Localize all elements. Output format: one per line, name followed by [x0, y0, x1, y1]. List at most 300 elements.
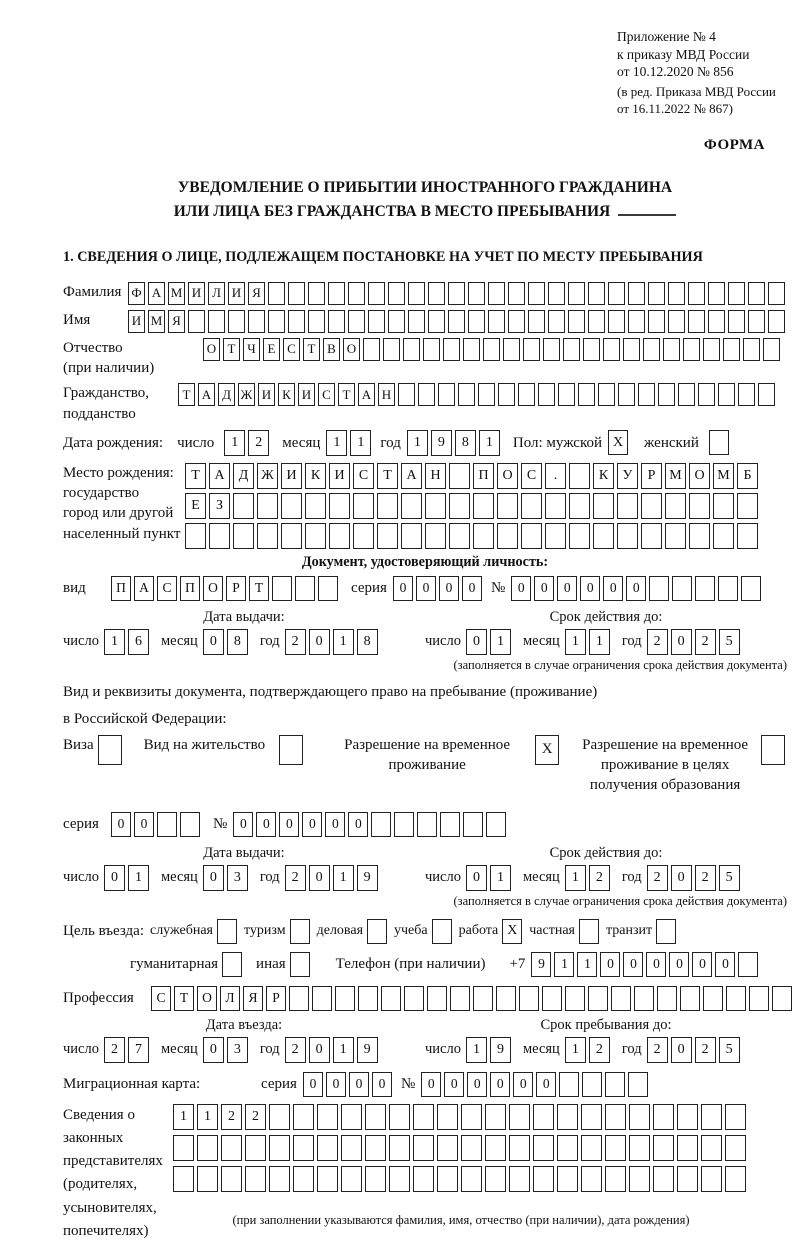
char-box[interactable]: С: [353, 463, 374, 489]
char-box[interactable]: [449, 523, 470, 549]
char-box[interactable]: 1: [554, 952, 574, 977]
char-box[interactable]: [629, 1166, 650, 1192]
char-box[interactable]: [677, 1166, 698, 1192]
char-box[interactable]: 2: [589, 1037, 610, 1063]
purpose-work-checkbox[interactable]: X: [502, 919, 522, 944]
profession-input[interactable]: [151, 986, 795, 1011]
char-box[interactable]: [603, 338, 620, 361]
char-box[interactable]: [698, 383, 715, 406]
char-box[interactable]: 8: [455, 430, 476, 456]
char-box[interactable]: [413, 1166, 434, 1192]
char-box[interactable]: М: [713, 463, 734, 489]
char-box[interactable]: [628, 282, 645, 305]
char-box[interactable]: [598, 383, 615, 406]
option-residence-permit-checkbox[interactable]: [279, 735, 303, 765]
char-box[interactable]: Е: [263, 338, 280, 361]
char-box[interactable]: Р: [641, 463, 662, 489]
char-box[interactable]: 0: [669, 952, 689, 977]
char-box[interactable]: [605, 1072, 625, 1097]
char-box[interactable]: 1: [589, 629, 610, 655]
identity-valid-month[interactable]: [565, 629, 613, 655]
identity-valid-year[interactable]: [647, 629, 743, 655]
char-box[interactable]: 0: [439, 576, 459, 601]
char-box[interactable]: [365, 1166, 386, 1192]
char-box[interactable]: [718, 383, 735, 406]
char-box[interactable]: 0: [309, 865, 330, 891]
sex-female-checkbox[interactable]: [709, 430, 729, 455]
char-box[interactable]: [368, 310, 385, 333]
entry-month[interactable]: [203, 1037, 251, 1063]
purpose-study-checkbox[interactable]: [432, 919, 452, 944]
citizenship-input[interactable]: [178, 383, 778, 406]
char-box[interactable]: [461, 1104, 482, 1130]
char-box[interactable]: [653, 1135, 674, 1161]
char-box[interactable]: 9: [357, 1037, 378, 1063]
char-box[interactable]: 0: [444, 1072, 464, 1097]
char-box[interactable]: Д: [218, 383, 235, 406]
purpose-official-checkbox[interactable]: [217, 919, 237, 944]
char-box[interactable]: Ж: [238, 383, 255, 406]
char-box[interactable]: [563, 338, 580, 361]
char-box[interactable]: [348, 282, 365, 305]
char-box[interactable]: [408, 282, 425, 305]
char-box[interactable]: 0: [416, 576, 436, 601]
char-box[interactable]: [329, 523, 350, 549]
char-box[interactable]: 0: [309, 629, 330, 655]
char-box[interactable]: У: [617, 463, 638, 489]
identity-number-input[interactable]: [511, 576, 764, 601]
char-box[interactable]: [725, 1166, 746, 1192]
patronymic-input[interactable]: [203, 338, 783, 361]
char-box[interactable]: К: [593, 463, 614, 489]
char-box[interactable]: 0: [671, 629, 692, 655]
char-box[interactable]: .: [545, 463, 566, 489]
char-box[interactable]: [389, 1104, 410, 1130]
char-box[interactable]: 1: [333, 1037, 354, 1063]
char-box[interactable]: 2: [647, 865, 668, 891]
char-box[interactable]: 1: [333, 629, 354, 655]
char-box[interactable]: 0: [466, 629, 487, 655]
char-box[interactable]: 9: [531, 952, 551, 977]
char-box[interactable]: [713, 523, 734, 549]
option-temp-residence-checkbox[interactable]: X: [535, 735, 559, 765]
char-box[interactable]: [288, 310, 305, 333]
char-box[interactable]: [403, 338, 420, 361]
char-box[interactable]: 1: [565, 629, 586, 655]
char-box[interactable]: [408, 310, 425, 333]
char-box[interactable]: [695, 576, 715, 601]
char-box[interactable]: [611, 986, 631, 1011]
char-box[interactable]: 0: [134, 812, 154, 837]
char-box[interactable]: [568, 310, 585, 333]
char-box[interactable]: 9: [490, 1037, 511, 1063]
stay-day[interactable]: [466, 1037, 514, 1063]
residence-number-input[interactable]: [233, 812, 509, 837]
char-box[interactable]: [473, 986, 493, 1011]
phone-input[interactable]: [531, 952, 761, 977]
stay-year[interactable]: [647, 1037, 743, 1063]
char-box[interactable]: 5: [719, 629, 740, 655]
char-box[interactable]: 5: [719, 1037, 740, 1063]
char-box[interactable]: 0: [557, 576, 577, 601]
char-box[interactable]: [348, 310, 365, 333]
char-box[interactable]: И: [228, 282, 245, 305]
char-box[interactable]: [185, 523, 206, 549]
char-box[interactable]: [749, 986, 769, 1011]
char-box[interactable]: [448, 282, 465, 305]
char-box[interactable]: О: [203, 576, 223, 601]
char-box[interactable]: [180, 812, 200, 837]
char-box[interactable]: [496, 986, 516, 1011]
identity-issue-month[interactable]: [203, 629, 251, 655]
char-box[interactable]: М: [148, 310, 165, 333]
char-box[interactable]: [404, 986, 424, 1011]
char-box[interactable]: [208, 310, 225, 333]
char-box[interactable]: [317, 1104, 338, 1130]
char-box[interactable]: 0: [467, 1072, 487, 1097]
char-box[interactable]: [418, 383, 435, 406]
char-box[interactable]: [528, 282, 545, 305]
char-box[interactable]: [581, 1135, 602, 1161]
char-box[interactable]: 0: [326, 1072, 346, 1097]
char-box[interactable]: Т: [338, 383, 355, 406]
char-box[interactable]: [281, 493, 302, 519]
char-box[interactable]: [558, 383, 575, 406]
char-box[interactable]: [365, 1104, 386, 1130]
char-box[interactable]: 1: [490, 865, 511, 891]
char-box[interactable]: [209, 523, 230, 549]
char-box[interactable]: 0: [490, 1072, 510, 1097]
purpose-tourism-checkbox[interactable]: [290, 919, 310, 944]
char-box[interactable]: 1: [326, 430, 347, 456]
char-box[interactable]: [503, 338, 520, 361]
char-box[interactable]: [726, 986, 746, 1011]
char-box[interactable]: [398, 383, 415, 406]
char-box[interactable]: [708, 310, 725, 333]
char-box[interactable]: [748, 282, 765, 305]
birth-year-input[interactable]: [407, 430, 503, 456]
char-box[interactable]: Я: [248, 282, 265, 305]
char-box[interactable]: [269, 1135, 290, 1161]
char-box[interactable]: [483, 338, 500, 361]
identity-issue-year[interactable]: [285, 629, 381, 655]
char-box[interactable]: Т: [377, 463, 398, 489]
char-box[interactable]: 1: [333, 865, 354, 891]
option-visa-checkbox[interactable]: [98, 735, 122, 765]
stay-month[interactable]: [565, 1037, 613, 1063]
char-box[interactable]: [458, 383, 475, 406]
char-box[interactable]: [668, 310, 685, 333]
char-box[interactable]: [677, 1104, 698, 1130]
char-box[interactable]: [248, 310, 265, 333]
char-box[interactable]: [497, 493, 518, 519]
char-box[interactable]: [478, 383, 495, 406]
char-box[interactable]: И: [258, 383, 275, 406]
char-box[interactable]: [725, 1104, 746, 1130]
char-box[interactable]: [509, 1104, 530, 1130]
char-box[interactable]: [737, 493, 758, 519]
char-box[interactable]: [228, 310, 245, 333]
char-box[interactable]: [648, 282, 665, 305]
char-box[interactable]: Т: [303, 338, 320, 361]
char-box[interactable]: [413, 1135, 434, 1161]
char-box[interactable]: С: [521, 463, 542, 489]
char-box[interactable]: [658, 383, 675, 406]
char-box[interactable]: [542, 986, 562, 1011]
char-box[interactable]: [519, 986, 539, 1011]
residence-series-input[interactable]: [111, 812, 203, 837]
residence-valid-year[interactable]: [647, 865, 743, 891]
char-box[interactable]: 2: [245, 1104, 266, 1130]
char-box[interactable]: [371, 812, 391, 837]
char-box[interactable]: 2: [695, 1037, 716, 1063]
char-box[interactable]: [423, 338, 440, 361]
char-box[interactable]: [559, 1072, 579, 1097]
char-box[interactable]: [738, 952, 758, 977]
char-box[interactable]: [668, 282, 685, 305]
char-box[interactable]: [665, 523, 686, 549]
char-box[interactable]: К: [278, 383, 295, 406]
char-box[interactable]: [605, 1135, 626, 1161]
char-box[interactable]: [289, 986, 309, 1011]
option-temp-residence-education-checkbox[interactable]: [761, 735, 785, 765]
char-box[interactable]: С: [318, 383, 335, 406]
char-box[interactable]: [440, 812, 460, 837]
char-box[interactable]: [389, 1166, 410, 1192]
char-box[interactable]: Р: [266, 986, 286, 1011]
char-box[interactable]: О: [197, 986, 217, 1011]
char-box[interactable]: 1: [104, 629, 125, 655]
char-box[interactable]: [417, 812, 437, 837]
char-box[interactable]: [173, 1135, 194, 1161]
residence-issue-year[interactable]: [285, 865, 381, 891]
char-box[interactable]: [257, 523, 278, 549]
char-box[interactable]: [428, 282, 445, 305]
char-box[interactable]: [437, 1104, 458, 1130]
char-box[interactable]: [197, 1166, 218, 1192]
char-box[interactable]: П: [111, 576, 131, 601]
birth-place-input-line2[interactable]: [185, 493, 761, 519]
entry-day[interactable]: [104, 1037, 152, 1063]
char-box[interactable]: 1: [479, 430, 500, 456]
char-box[interactable]: [341, 1166, 362, 1192]
char-box[interactable]: [401, 523, 422, 549]
char-box[interactable]: [708, 282, 725, 305]
char-box[interactable]: [353, 523, 374, 549]
char-box[interactable]: 1: [128, 865, 149, 891]
char-box[interactable]: [368, 282, 385, 305]
char-box[interactable]: З: [209, 493, 230, 519]
char-box[interactable]: 2: [221, 1104, 242, 1130]
char-box[interactable]: 0: [302, 812, 322, 837]
char-box[interactable]: [538, 383, 555, 406]
migration-series-input[interactable]: [303, 1072, 395, 1097]
char-box[interactable]: [353, 493, 374, 519]
char-box[interactable]: [485, 1135, 506, 1161]
char-box[interactable]: Б: [737, 463, 758, 489]
char-box[interactable]: Д: [233, 463, 254, 489]
char-box[interactable]: [593, 493, 614, 519]
char-box[interactable]: [683, 338, 700, 361]
char-box[interactable]: О: [343, 338, 360, 361]
char-box[interactable]: 0: [623, 952, 643, 977]
char-box[interactable]: [741, 576, 761, 601]
char-box[interactable]: В: [323, 338, 340, 361]
char-box[interactable]: 0: [233, 812, 253, 837]
char-box[interactable]: О: [497, 463, 518, 489]
char-box[interactable]: 2: [695, 865, 716, 891]
residence-valid-month[interactable]: [565, 865, 613, 891]
char-box[interactable]: [565, 986, 585, 1011]
char-box[interactable]: [268, 310, 285, 333]
char-box[interactable]: [569, 463, 590, 489]
char-box[interactable]: А: [148, 282, 165, 305]
char-box[interactable]: 8: [227, 629, 248, 655]
char-box[interactable]: [521, 523, 542, 549]
char-box[interactable]: [713, 493, 734, 519]
char-box[interactable]: [728, 282, 745, 305]
char-box[interactable]: Т: [249, 576, 269, 601]
purpose-business-checkbox[interactable]: [367, 919, 387, 944]
char-box[interactable]: И: [188, 282, 205, 305]
purpose-transit-checkbox[interactable]: [656, 919, 676, 944]
char-box[interactable]: [341, 1135, 362, 1161]
name-input[interactable]: [128, 310, 788, 333]
char-box[interactable]: [678, 383, 695, 406]
char-box[interactable]: А: [198, 383, 215, 406]
char-box[interactable]: [581, 1166, 602, 1192]
char-box[interactable]: [317, 1135, 338, 1161]
char-box[interactable]: Н: [378, 383, 395, 406]
char-box[interactable]: [605, 1104, 626, 1130]
char-box[interactable]: 2: [589, 865, 610, 891]
char-box[interactable]: [293, 1104, 314, 1130]
char-box[interactable]: [377, 493, 398, 519]
char-box[interactable]: [648, 310, 665, 333]
char-box[interactable]: С: [283, 338, 300, 361]
char-box[interactable]: [318, 576, 338, 601]
guardians-input-line3[interactable]: [173, 1166, 749, 1192]
char-box[interactable]: [425, 523, 446, 549]
char-box[interactable]: [438, 383, 455, 406]
char-box[interactable]: Р: [226, 576, 246, 601]
char-box[interactable]: 0: [279, 812, 299, 837]
char-box[interactable]: 2: [248, 430, 269, 456]
char-box[interactable]: [305, 523, 326, 549]
char-box[interactable]: [582, 1072, 602, 1097]
char-box[interactable]: 0: [511, 576, 531, 601]
char-box[interactable]: 0: [372, 1072, 392, 1097]
char-box[interactable]: 0: [534, 576, 554, 601]
char-box[interactable]: П: [180, 576, 200, 601]
char-box[interactable]: [569, 493, 590, 519]
char-box[interactable]: 0: [309, 1037, 330, 1063]
entry-year[interactable]: [285, 1037, 381, 1063]
char-box[interactable]: [703, 338, 720, 361]
char-box[interactable]: [461, 1135, 482, 1161]
sex-male-checkbox[interactable]: X: [608, 430, 628, 455]
char-box[interactable]: К: [305, 463, 326, 489]
char-box[interactable]: 0: [603, 576, 623, 601]
char-box[interactable]: Т: [223, 338, 240, 361]
char-box[interactable]: [701, 1166, 722, 1192]
char-box[interactable]: [629, 1104, 650, 1130]
char-box[interactable]: [295, 576, 315, 601]
char-box[interactable]: [269, 1104, 290, 1130]
char-box[interactable]: [533, 1104, 554, 1130]
char-box[interactable]: [233, 493, 254, 519]
char-box[interactable]: [618, 383, 635, 406]
char-box[interactable]: [463, 812, 483, 837]
char-box[interactable]: 0: [303, 1072, 323, 1097]
char-box[interactable]: [363, 338, 380, 361]
char-box[interactable]: [245, 1166, 266, 1192]
char-box[interactable]: [653, 1166, 674, 1192]
char-box[interactable]: [449, 493, 470, 519]
char-box[interactable]: [388, 310, 405, 333]
char-box[interactable]: Н: [425, 463, 446, 489]
char-box[interactable]: [593, 523, 614, 549]
char-box[interactable]: [738, 383, 755, 406]
char-box[interactable]: [588, 310, 605, 333]
char-box[interactable]: 1: [173, 1104, 194, 1130]
char-box[interactable]: [768, 282, 785, 305]
char-box[interactable]: 1: [490, 629, 511, 655]
char-box[interactable]: 0: [325, 812, 345, 837]
char-box[interactable]: [328, 310, 345, 333]
char-box[interactable]: [617, 523, 638, 549]
char-box[interactable]: 1: [350, 430, 371, 456]
char-box[interactable]: 0: [349, 1072, 369, 1097]
char-box[interactable]: [677, 1135, 698, 1161]
char-box[interactable]: [486, 812, 506, 837]
char-box[interactable]: [173, 1166, 194, 1192]
char-box[interactable]: [628, 310, 645, 333]
char-box[interactable]: Ж: [257, 463, 278, 489]
char-box[interactable]: 2: [647, 629, 668, 655]
char-box[interactable]: [701, 1104, 722, 1130]
char-box[interactable]: [328, 282, 345, 305]
char-box[interactable]: 0: [626, 576, 646, 601]
char-box[interactable]: [329, 493, 350, 519]
identity-series-input[interactable]: [393, 576, 485, 601]
char-box[interactable]: [528, 310, 545, 333]
residence-issue-month[interactable]: [203, 865, 251, 891]
char-box[interactable]: [672, 576, 692, 601]
char-box[interactable]: Ф: [128, 282, 145, 305]
char-box[interactable]: [497, 523, 518, 549]
char-box[interactable]: 0: [104, 865, 125, 891]
char-box[interactable]: [463, 338, 480, 361]
char-box[interactable]: [641, 523, 662, 549]
char-box[interactable]: [629, 1135, 650, 1161]
birth-day-input[interactable]: [224, 430, 272, 456]
char-box[interactable]: [269, 1166, 290, 1192]
char-box[interactable]: [508, 282, 525, 305]
surname-input[interactable]: [128, 282, 788, 305]
char-box[interactable]: А: [209, 463, 230, 489]
char-box[interactable]: 0: [536, 1072, 556, 1097]
char-box[interactable]: 3: [227, 865, 248, 891]
char-box[interactable]: [365, 1135, 386, 1161]
char-box[interactable]: 0: [600, 952, 620, 977]
char-box[interactable]: [488, 310, 505, 333]
char-box[interactable]: 0: [203, 629, 224, 655]
char-box[interactable]: [233, 523, 254, 549]
char-box[interactable]: [617, 493, 638, 519]
char-box[interactable]: Т: [178, 383, 195, 406]
birth-place-input-line1[interactable]: [185, 463, 761, 489]
